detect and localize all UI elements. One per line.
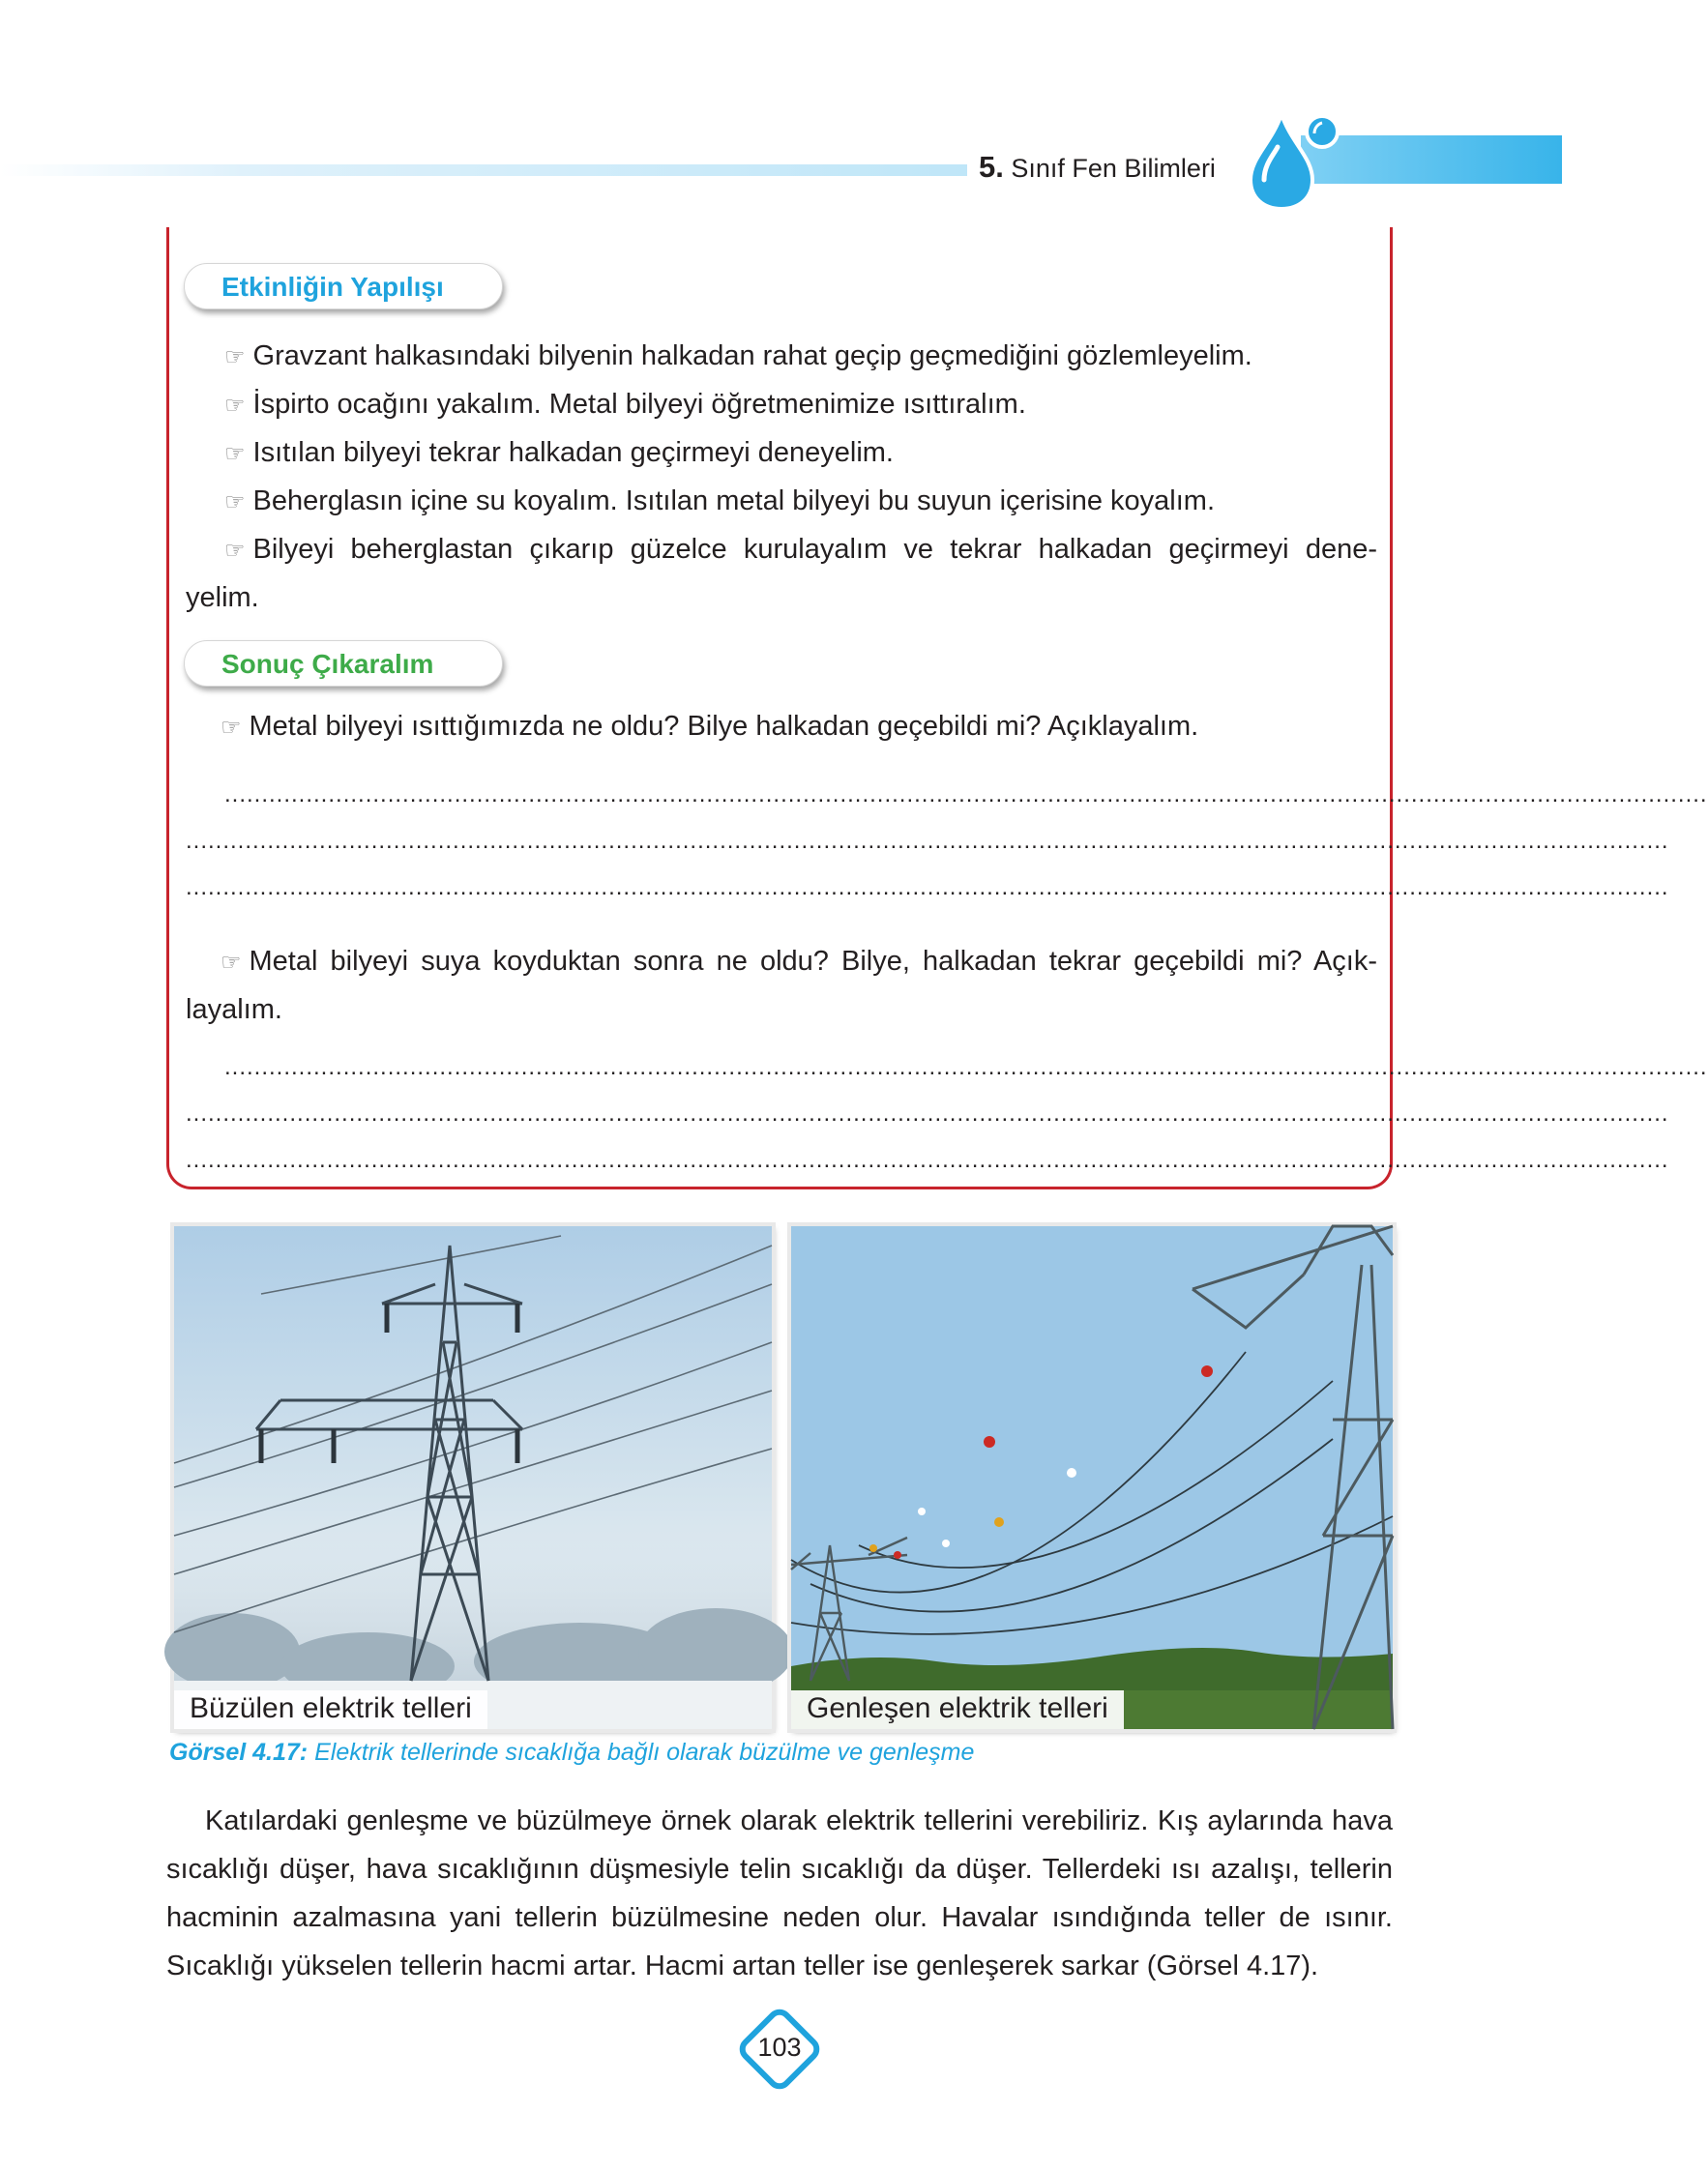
summer-pylon-illustration <box>791 1226 1393 1729</box>
pointing-hand-icon: ☞ <box>224 538 246 564</box>
water-drop-icon <box>1243 104 1351 211</box>
body-line: Katılardaki genleşme ve büzülmeye örnek olarak elektrik tellerini verebiliriz. Kış aylarında hava <box>205 1805 1393 1836</box>
procedure-step: ☞ Beherglasın içine su koyalım. Isıtılan metal bilyeyi bu suyun içerisine koyalım. <box>224 485 1216 516</box>
pointing-hand-icon: ☞ <box>224 393 246 419</box>
procedure-step: ☞ Isıtılan bilyeyi tekrar halkadan geçirmeyi deneyelim. <box>224 437 894 468</box>
question-1: ☞ Metal bilyeyi ısıttığımızda ne oldu? Bilye halkadan geçebildi mi? Açıklayalım. <box>221 711 1199 742</box>
photo-contracted-power-lines <box>174 1226 772 1729</box>
grade-number: 5. <box>979 150 1004 184</box>
photo-expanded-power-lines <box>791 1226 1393 1729</box>
answer-line[interactable]: ........................................................................................................................................................................................................ <box>186 1147 1669 1173</box>
answer-line[interactable]: ........................................................................................................................................................................................................ <box>224 1054 1708 1080</box>
figure-ref: Görsel 4.17: <box>169 1739 309 1766</box>
photo-label-left: Büzülen elektrik telleri <box>174 1690 487 1729</box>
body-line: Sıcaklığı yükselen tellerin hacmi artar. Hacmi artan teller ise genleşerek sarkar (Görsel 4.17). <box>166 1951 1319 1981</box>
body-line: hacminin azalmasına yani tellerin büzülmesine neden olur. Havalar ısındığında teller de ısınır. <box>166 1902 1393 1933</box>
photo-label-right: Genleşen elektrik telleri <box>791 1690 1124 1729</box>
pointing-hand-icon: ☞ <box>224 441 246 467</box>
procedure-step: ☞ İspirto ocağını yakalım. Metal bilyeyi öğretmenimize ısıttıralım. <box>224 389 1026 420</box>
procedure-step: ☞ Bilyeyi beherglastan çıkarıp güzelce kurulayalım ve tekrar halkadan geçirmeyi dene- <box>224 534 1377 565</box>
header-band <box>0 164 967 176</box>
pointing-hand-icon: ☞ <box>221 715 242 741</box>
pointing-hand-icon: ☞ <box>224 344 246 370</box>
answer-line[interactable]: ........................................................................................................................................................................................................ <box>186 1100 1669 1127</box>
body-line: sıcaklığı düşer, hava sıcaklığının düşmesiyle telin sıcaklığı da düşer. Tellerdeki ısı azalışı, tellerin <box>166 1854 1393 1885</box>
subject-title: Sınıf Fen Bilimleri <box>1011 154 1216 183</box>
question-2-continuation: layalım. <box>186 994 282 1025</box>
page-number: 103 <box>757 2033 802 2062</box>
procedure-heading: Etkinliğin Yapılışı <box>184 263 503 309</box>
procedure-step-continuation: yelim. <box>186 582 259 613</box>
question-2: ☞ Metal bilyeyi suya koyduktan sonra ne oldu? Bilye, halkadan tekrar geçebildi mi? Açık- <box>221 946 1377 977</box>
figure-caption <box>169 1739 974 1767</box>
procedure-step: ☞ Gravzant halkasındaki bilyenin halkadan rahat geçip geçmediğini gözlemleyelim. <box>224 340 1252 371</box>
header-title <box>979 150 1216 185</box>
pointing-hand-icon: ☞ <box>224 489 246 515</box>
pointing-hand-icon: ☞ <box>221 950 242 976</box>
figure-caption-text: Elektrik tellerinde sıcaklığa bağlı olarak büzülme ve genleşme <box>314 1739 975 1766</box>
winter-pylon-illustration <box>174 1226 772 1729</box>
conclusion-heading: Sonuç Çıkaralım <box>184 640 503 687</box>
answer-line[interactable]: ........................................................................................................................................................................................................ <box>186 828 1669 854</box>
answer-line[interactable]: ........................................................................................................................................................................................................ <box>224 781 1708 807</box>
body-paragraph <box>166 1797 1393 1990</box>
answer-line[interactable]: ........................................................................................................................................................................................................ <box>186 874 1669 900</box>
